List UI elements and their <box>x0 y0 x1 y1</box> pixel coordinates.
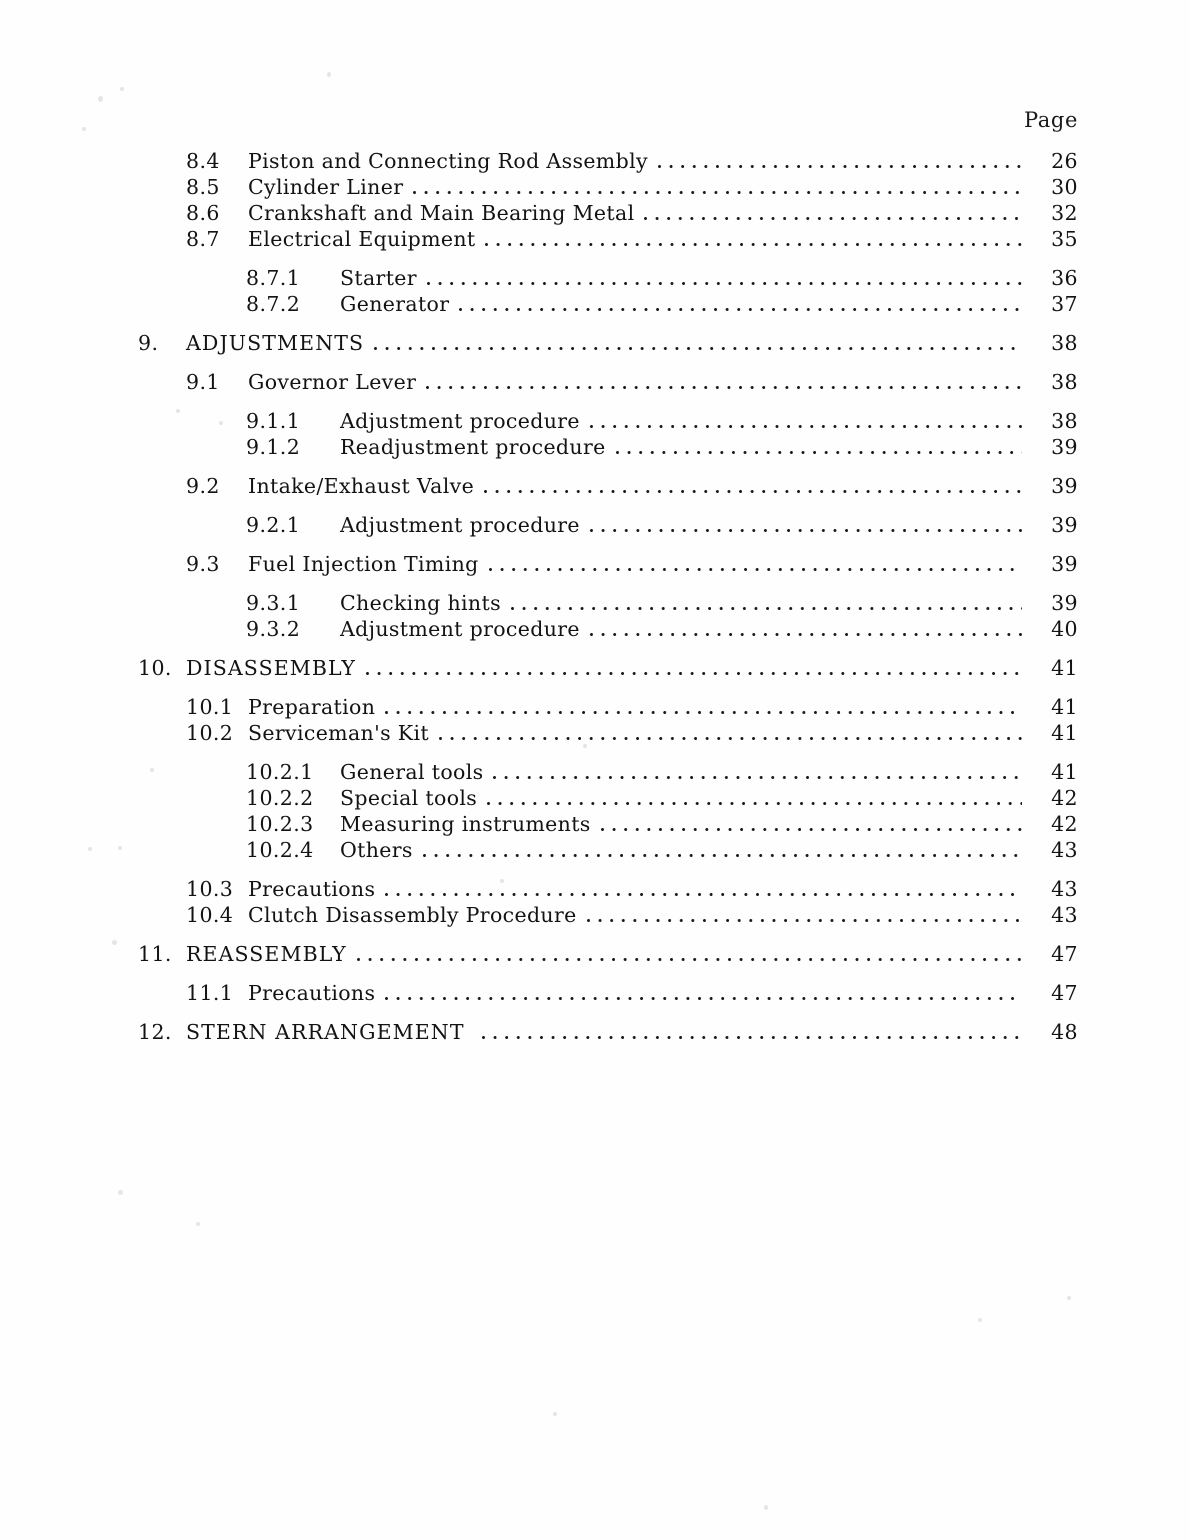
toc-page-number: 47 <box>1051 981 1078 1005</box>
toc-entry-title: REASSEMBLY <box>186 942 347 966</box>
toc-entry[interactable] <box>0 876 1190 902</box>
toc-page-number: 32 <box>1051 201 1078 225</box>
toc-page-number: 41 <box>1051 760 1078 784</box>
toc-entry[interactable] <box>0 785 1190 811</box>
toc-entry-number: 9.2 <box>186 474 220 498</box>
toc-page-number: 36 <box>1051 266 1078 290</box>
toc-entry[interactable] <box>0 512 1190 538</box>
toc-entry[interactable] <box>0 330 1190 356</box>
toc-leader-dots <box>489 551 1022 577</box>
toc-entry-number: 9.1.2 <box>246 435 301 459</box>
toc-page-number: 43 <box>1051 877 1078 901</box>
toc-page-number: 42 <box>1051 786 1078 810</box>
toc-page-number: 39 <box>1051 591 1078 615</box>
toc-entry-title: Clutch Disassembly Procedure <box>248 903 577 927</box>
toc-entry-number: 10.1 <box>186 695 234 719</box>
toc-entry[interactable] <box>0 408 1190 434</box>
toc-entry-number: 8.5 <box>186 175 220 199</box>
toc-entry[interactable] <box>0 837 1190 863</box>
toc-entry-title: Piston and Connecting Rod Assembly <box>248 149 648 173</box>
toc-entry-title: DISASSEMBLY <box>186 656 357 680</box>
toc-entry-title: General tools <box>340 760 484 784</box>
toc-entry-title: Precautions <box>248 877 376 901</box>
toc-leader-dots <box>587 902 1022 928</box>
toc-page-number: 38 <box>1051 409 1078 433</box>
toc-leader-dots <box>357 941 1022 967</box>
toc-entry-number: 10.2.2 <box>246 786 314 810</box>
scan-speckle <box>1067 1296 1071 1300</box>
toc-leader-dots <box>374 330 1022 356</box>
toc-entry[interactable] <box>0 720 1190 746</box>
toc-leader-dots <box>590 408 1022 434</box>
toc-entry-list <box>0 148 1190 1045</box>
toc-leader-dots <box>590 512 1022 538</box>
toc-entry[interactable] <box>0 265 1190 291</box>
toc-entry-number: 11.1 <box>186 981 234 1005</box>
toc-entry[interactable] <box>0 616 1190 642</box>
toc-entry[interactable] <box>0 369 1190 395</box>
toc-leader-dots <box>482 1019 1022 1045</box>
toc-entry-number: 10.2.1 <box>246 760 314 784</box>
toc-entry-title: Adjustment procedure <box>340 513 580 537</box>
toc-entry-number: 8.6 <box>186 201 220 225</box>
scan-speckle <box>327 72 331 77</box>
toc-entry[interactable] <box>0 551 1190 577</box>
toc-entry-title: Adjustment procedure <box>340 409 580 433</box>
toc-leader-dots <box>485 226 1022 252</box>
toc-entry-number: 10.3 <box>186 877 234 901</box>
toc-leader-dots <box>385 694 1022 720</box>
toc-entry[interactable] <box>0 980 1190 1006</box>
toc-entry-number: 9.1 <box>186 370 220 394</box>
toc-entry[interactable] <box>0 200 1190 226</box>
scan-speckle <box>978 1318 982 1322</box>
toc-page-number: 43 <box>1051 903 1078 927</box>
toc-leader-dots <box>484 473 1022 499</box>
toc-entry-number: 11. <box>138 942 172 966</box>
toc-entry[interactable] <box>0 811 1190 837</box>
toc-entry-number: 9.2.1 <box>246 513 301 537</box>
toc-entry[interactable] <box>0 226 1190 252</box>
toc-entry[interactable] <box>0 655 1190 681</box>
toc-leader-dots <box>366 655 1022 681</box>
toc-entry-title: Preparation <box>248 695 376 719</box>
toc-entry-title: Readjustment procedure <box>340 435 606 459</box>
toc-entry[interactable] <box>0 1019 1190 1045</box>
toc-leader-dots <box>616 434 1022 460</box>
toc-page-number: 41 <box>1051 695 1078 719</box>
toc-entry-number: 10.4 <box>186 903 234 927</box>
toc-entry-number: 8.4 <box>186 149 220 173</box>
toc-leader-dots <box>487 785 1022 811</box>
scan-speckle <box>120 87 124 91</box>
toc-page-number: 38 <box>1051 370 1078 394</box>
toc-leader-dots <box>590 616 1022 642</box>
toc-entry-title: Others <box>340 838 413 862</box>
toc-entry[interactable] <box>0 291 1190 317</box>
toc-entry-number: 9.1.1 <box>246 409 301 433</box>
scan-speckle <box>118 1190 123 1195</box>
toc-entry[interactable] <box>0 434 1190 460</box>
toc-entry[interactable] <box>0 590 1190 616</box>
toc-entry-number: 10.2.4 <box>246 838 314 862</box>
toc-page-number: 47 <box>1051 942 1078 966</box>
scan-speckle <box>553 1412 557 1416</box>
scan-speckle <box>196 1222 200 1226</box>
toc-entry-title: Special tools <box>340 786 478 810</box>
toc-entry-number: 8.7.1 <box>246 266 301 290</box>
toc-leader-dots <box>601 811 1022 837</box>
toc-page-number: 41 <box>1051 721 1078 745</box>
toc-page-number: 38 <box>1051 331 1078 355</box>
toc-page-number: 37 <box>1051 292 1078 316</box>
toc-page-number: 39 <box>1051 552 1078 576</box>
toc-entry-number: 9.3 <box>186 552 220 576</box>
toc-page-number: 30 <box>1051 175 1078 199</box>
toc-leader-dots <box>426 369 1022 395</box>
toc-leader-dots <box>423 837 1022 863</box>
toc-page-number: 42 <box>1051 812 1078 836</box>
toc-page-number: 39 <box>1051 474 1078 498</box>
toc-entry-title: STERN ARRANGEMENT <box>186 1020 465 1044</box>
toc-leader-dots <box>385 980 1022 1006</box>
toc-page-number: 43 <box>1051 838 1078 862</box>
toc-page-number: 41 <box>1051 656 1078 680</box>
toc-entry[interactable] <box>0 941 1190 967</box>
toc-entry-number: 10. <box>138 656 172 680</box>
toc-leader-dots <box>493 759 1022 785</box>
toc-leader-dots <box>385 876 1022 902</box>
toc-entry-number: 8.7 <box>186 227 220 251</box>
toc-entry-number: 9. <box>138 331 159 355</box>
toc-entry-title: Measuring instruments <box>340 812 591 836</box>
toc-entry-title: Adjustment procedure <box>340 617 580 641</box>
toc-entry-number: 9.3.2 <box>246 617 301 641</box>
toc-leader-dots <box>644 200 1022 226</box>
toc-entry-title: Generator <box>340 292 450 316</box>
toc-entry[interactable] <box>0 694 1190 720</box>
toc-entry[interactable] <box>0 759 1190 785</box>
toc-page-number: 26 <box>1051 149 1078 173</box>
toc-entry-title: Checking hints <box>340 591 501 615</box>
toc-page-number: 40 <box>1051 617 1078 641</box>
toc-entry-title: Serviceman's Kit <box>248 721 429 745</box>
toc-entry-title: ADJUSTMENTS <box>186 331 365 355</box>
toc-entry[interactable] <box>0 174 1190 200</box>
toc-entry-title: Electrical Equipment <box>248 227 476 251</box>
toc-page-number: 48 <box>1051 1020 1078 1044</box>
toc-page-number: 35 <box>1051 227 1078 251</box>
toc-leader-dots <box>459 291 1022 317</box>
toc-page-number: 39 <box>1051 435 1078 459</box>
toc-entry[interactable] <box>0 473 1190 499</box>
toc-entry-title: Governor Lever <box>248 370 417 394</box>
toc-entry-number: 12. <box>138 1020 172 1044</box>
toc-entry-number: 10.2.3 <box>246 812 314 836</box>
toc-entry-title: Precautions <box>248 981 376 1005</box>
toc-entry-title: Crankshaft and Main Bearing Metal <box>248 201 635 225</box>
toc-leader-dots <box>427 265 1022 291</box>
toc-entry-title: Starter <box>340 266 417 290</box>
toc-entry[interactable] <box>0 902 1190 928</box>
toc-entry-title: Fuel Injection Timing <box>248 552 479 576</box>
toc-leader-dots <box>439 720 1022 746</box>
toc-leader-dots <box>511 590 1022 616</box>
toc-entry-number: 9.3.1 <box>246 591 301 615</box>
page-column-header: Page <box>1024 108 1078 132</box>
toc-entry[interactable] <box>0 148 1190 174</box>
toc-entry-title: Intake/Exhaust Valve <box>248 474 475 498</box>
toc-entry-title: Cylinder Liner <box>248 175 404 199</box>
toc-entry-number: 8.7.2 <box>246 292 301 316</box>
scan-speckle <box>764 1505 768 1510</box>
toc-leader-dots <box>413 174 1022 200</box>
scan-speckle <box>98 96 103 102</box>
toc-page-number: 39 <box>1051 513 1078 537</box>
toc-entry-number: 10.2 <box>186 721 234 745</box>
toc-leader-dots <box>658 148 1022 174</box>
